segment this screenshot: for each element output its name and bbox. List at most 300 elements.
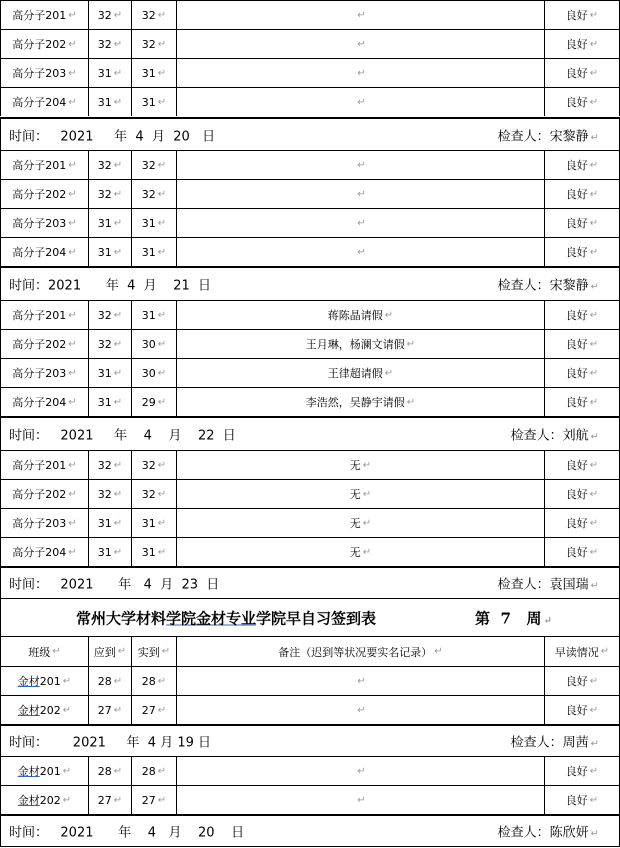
due-count-cell-text: 31 [97,545,112,559]
date-text: 时间： 2021 年 4 月 20 日 [9,129,216,144]
remark-cell-text: 无 [349,517,361,530]
class-cell [0,301,88,329]
table-row [0,300,620,329]
class-number-label: 202 [39,703,61,717]
due-count-cell [88,209,131,237]
reading-status-cell [544,388,620,416]
class-cell [0,209,88,237]
paragraph-mark: ↵ [157,396,167,408]
paragraph-mark: ↵ [589,704,599,716]
due-count-cell-text: 31 [97,216,112,230]
table-row [0,179,620,208]
due-count-cell [88,238,131,266]
paragraph-mark: ↵ [362,517,372,529]
paragraph-mark: ↵ [68,546,77,558]
remark-cell [176,480,544,508]
reading-status-cell [544,786,620,814]
due-count-cell-text: 31 [97,245,112,259]
date-checker-row [0,814,620,846]
table-row [0,695,620,724]
checker-text [511,425,599,444]
actual-count-cell-text: 30 [141,366,156,380]
actual-count-cell [131,151,176,179]
due-count-cell [88,757,131,785]
paragraph-mark: ↵ [68,67,77,79]
class-cell [0,786,88,814]
paragraph-mark: ↵ [68,517,77,529]
due-count-cell-text: 31 [97,366,112,380]
table-bottom-border [0,846,620,847]
paragraph-mark: ↵ [68,38,77,50]
actual-count-cell [131,1,176,29]
table-row [0,208,620,237]
reading-status-cell [544,538,620,566]
paragraph-mark: ↵ [113,675,123,687]
reading-status-cell [544,480,620,508]
actual-count-cell-text: 32 [141,187,156,201]
due-count-cell-text: 28 [97,764,112,778]
reading-status-cell [544,301,620,329]
actual-count-cell [131,359,176,387]
actual-count-cell [131,30,176,58]
actual-count-cell [131,451,176,479]
actual-count-cell [131,88,176,116]
reading-status-cell [544,59,620,87]
paragraph-mark: ↵ [589,246,599,258]
paragraph-mark: ↵ [113,9,123,21]
paragraph-mark: ↵ [384,309,394,321]
paragraph-mark: ↵ [68,246,77,258]
paragraph-mark: ↵ [157,488,167,500]
due-count-cell-text: 32 [97,37,112,51]
paragraph-mark: ↵ [157,675,167,687]
title-part: 常州大学材料 [76,609,167,627]
actual-count-cell-text: 32 [141,8,156,22]
paragraph-mark: ↵ [357,217,366,229]
reading-status-cell-text: 良好 [565,67,588,80]
due-count-cell [88,180,131,208]
remark-cell [176,509,544,537]
class-cell-text: 高分子201 [12,159,67,172]
date-checker-row [0,266,620,300]
class-cell-text: 高分子203 [12,517,67,530]
title-part-underlined: 学院金材专业 [166,609,257,627]
reading-status-cell [544,667,620,695]
date-checker-row [0,724,620,756]
actual-count-cell [131,388,176,416]
actual-count-cell [131,480,176,508]
checker-name: 检查人：刘航 [510,428,589,444]
due-count-cell [88,696,131,724]
paragraph-mark: ↵ [113,765,123,777]
paragraph-mark: ↵ [62,765,72,777]
class-cell [0,667,88,695]
remark-cell [176,696,544,724]
table-row [0,329,620,358]
paragraph-mark: ↵ [68,159,77,171]
paragraph-mark: ↵ [384,367,394,379]
actual-count-cell [131,209,176,237]
due-count-cell [88,451,131,479]
reading-status-cell-text: 良好 [565,159,588,172]
table-row [0,479,620,508]
checker-name: 检查人：周茜 [510,735,589,751]
paragraph-mark: ↵ [589,309,599,321]
paragraph-mark: ↵ [113,188,123,200]
paragraph-mark: ↵ [62,794,72,806]
reading-status-cell [544,359,620,387]
due-count-cell [88,30,131,58]
table-header-row [0,636,620,666]
checker-text [498,822,599,841]
remark-cell-text: 无 [349,459,361,472]
paragraph-mark: ↵ [157,765,167,777]
due-count-cell [88,388,131,416]
paragraph-mark: ↵ [362,459,372,471]
reading-status-cell-text: 良好 [565,517,588,530]
paragraph-mark: ↵ [62,675,72,687]
paragraph-mark: ↵ [157,38,167,50]
remark-cell-text: 王律超请假 [327,367,383,380]
paragraph-mark: ↵ [589,367,599,379]
remark-cell [176,786,544,814]
class-cell-text: 高分子203 [12,67,67,80]
class-number-label: 202 [39,793,61,807]
actual-count-cell [131,330,176,358]
due-count-cell [88,786,131,814]
reading-status-cell [544,330,620,358]
reading-status-cell-text: 良好 [565,367,588,380]
paragraph-mark: ↵ [362,488,372,500]
class-cell-text: 高分子204 [12,96,67,109]
paragraph-mark: ↵ [68,459,77,471]
actual-count-cell [131,301,176,329]
paragraph-mark: ↵ [113,217,123,229]
date-checker-row [0,416,620,450]
paragraph-mark: ↵ [589,517,599,529]
class-cell-text: 高分子201 [12,459,67,472]
reading-status-cell [544,88,620,116]
checker-name: 检查人：宋黎静 [497,129,589,144]
actual-count-cell-text: 31 [141,545,156,559]
paragraph-mark: ↵ [157,246,167,258]
checker-name: 检查人：宋黎静 [497,278,589,294]
paragraph-mark: ↵ [600,646,610,657]
paragraph-mark: ↵ [113,704,123,716]
class-cell [0,359,88,387]
due-count-cell-text: 32 [97,187,112,201]
table-row [0,666,620,695]
reading-status-cell [544,637,620,666]
due-count-cell [88,637,131,666]
week-label [475,607,552,628]
paragraph-mark: ↵ [68,309,77,321]
reading-status-cell-text: 良好 [565,704,588,717]
remark-cell [176,209,544,237]
paragraph-mark: ↵ [589,459,599,471]
table-row [0,58,620,87]
reading-status-cell-text: 良好 [565,96,588,109]
paragraph-mark: ↵ [589,546,599,558]
due-count-cell [88,509,131,537]
paragraph-mark: ↵ [157,188,167,200]
checker-text [498,275,599,294]
paragraph-mark: ↵ [113,488,123,500]
paragraph-mark: ↵ [113,67,123,79]
due-count-cell-text: 应到 [93,645,116,659]
paragraph-mark: ↵ [357,188,366,200]
class-cell [0,451,88,479]
due-count-cell-text: 27 [97,793,112,807]
paragraph-mark: ↵ [357,9,366,21]
title-part: 学院早自习签到表 [256,609,377,627]
remark-cell [176,59,544,87]
paragraph-mark: ↵ [157,67,167,79]
remark-cell [176,30,544,58]
reading-status-cell [544,30,620,58]
paragraph-mark: ↵ [68,96,77,108]
class-cell [0,637,88,666]
reading-status-cell-text: 良好 [565,38,588,51]
class-cell-text: 高分子203 [12,217,67,230]
class-cell [0,180,88,208]
class-cell-text: 高分子202 [12,488,67,501]
checker-text [511,732,599,751]
week-text: 第 7 周 [475,609,542,627]
paragraph-mark: ↵ [357,96,366,108]
date-text: 时间： 2021 年 4 月 23 日 [9,577,220,593]
checker-text [498,125,599,144]
actual-count-cell-text: 28 [141,674,156,688]
due-count-cell [88,330,131,358]
class-cell [0,696,88,724]
remark-cell [176,88,544,116]
date-text: 时间： 2021 年 4 月 22 日 [9,428,236,444]
actual-count-cell-text: 31 [141,66,156,80]
class-cell-text: 高分子204 [12,546,67,559]
due-count-cell [88,59,131,87]
actual-count-cell [131,538,176,566]
paragraph-mark: ↵ [157,96,167,108]
paragraph-mark: ↵ [113,546,123,558]
due-count-cell [88,301,131,329]
remark-cell-text: 无 [349,546,361,559]
due-count-cell-text: 32 [97,458,112,472]
class-cell [0,757,88,785]
due-count-cell-text: 31 [97,95,112,109]
sheet-title-row [0,598,620,636]
due-count-cell-text: 31 [97,395,112,409]
actual-count-cell-text: 32 [141,458,156,472]
actual-count-cell [131,509,176,537]
actual-count-cell-text: 31 [141,245,156,259]
reading-status-cell [544,180,620,208]
paragraph-mark: ↵ [161,646,171,657]
remark-cell [176,388,544,416]
reading-status-cell [544,151,620,179]
due-count-cell-text: 32 [97,487,112,501]
remark-cell [176,151,544,179]
actual-count-cell-text: 30 [141,337,156,351]
table-row [0,29,620,58]
actual-count-cell-text: 28 [141,764,156,778]
class-cell [0,509,88,537]
reading-status-cell-text: 良好 [565,246,588,259]
paragraph-mark: ↵ [357,704,366,716]
class-cell [0,59,88,87]
class-major-label: 金材 [17,704,40,717]
date-checker-row [0,117,620,150]
paragraph-mark: ↵ [589,675,599,687]
paragraph-mark: ↵ [113,96,123,108]
actual-count-cell [131,667,176,695]
table-row [0,87,620,116]
class-cell-text: 高分子202 [12,188,67,201]
actual-count-cell [131,637,176,666]
class-cell [0,538,88,566]
actual-count-cell-text: 27 [141,703,156,717]
remark-cell-text: 王月琳，杨澜文请假 [305,338,405,351]
paragraph-mark: ↵ [157,794,167,806]
table-row [0,785,620,814]
actual-count-cell-text: 32 [141,487,156,501]
class-cell-text: 高分子204 [12,396,67,409]
class-cell-text: 高分子201 [12,309,67,322]
checker-text [498,574,599,593]
paragraph-mark: ↵ [543,615,552,626]
paragraph-mark: ↵ [589,159,599,171]
paragraph-mark: ↵ [52,646,61,657]
class-cell-text: 高分子202 [12,338,67,351]
paragraph-mark: ↵ [589,217,599,229]
class-cell-text: 高分子201 [12,9,67,22]
due-count-cell [88,359,131,387]
due-count-cell-text: 32 [97,337,112,351]
class-major-label: 金材 [17,794,40,807]
remark-cell [176,451,544,479]
paragraph-mark: ↵ [357,246,366,258]
paragraph-mark: ↵ [68,9,77,21]
paragraph-mark: ↵ [157,517,167,529]
due-count-cell-text: 31 [97,66,112,80]
paragraph-mark: ↵ [589,188,599,200]
table-row [0,450,620,479]
paragraph-mark: ↵ [68,488,77,500]
reading-status-cell-text: 良好 [565,765,588,778]
paragraph-mark: ↵ [113,517,123,529]
class-major-label: 金材 [17,675,40,688]
reading-status-cell-text: 良好 [565,546,588,559]
paragraph-mark: ↵ [157,9,167,21]
class-cell-text: 高分子202 [12,38,67,51]
remark-cell-text: 蒋陈晶请假 [327,309,383,322]
paragraph-mark: ↵ [68,338,77,350]
actual-count-cell [131,59,176,87]
paragraph-mark: ↵ [589,765,599,777]
paragraph-mark: ↵ [157,459,167,471]
reading-status-cell [544,209,620,237]
remark-cell [176,330,544,358]
due-count-cell-text: 32 [97,158,112,172]
paragraph-mark: ↵ [113,246,123,258]
paragraph-mark: ↵ [357,765,366,777]
reading-status-cell [544,509,620,537]
paragraph-mark: ↵ [357,159,366,171]
actual-count-cell-text: 32 [141,37,156,51]
table-row [0,537,620,566]
paragraph-mark: ↵ [113,794,123,806]
due-count-cell [88,151,131,179]
paragraph-mark: ↵ [157,159,167,171]
reading-status-cell-text: 良好 [565,309,588,322]
remark-cell [176,667,544,695]
class-cell [0,238,88,266]
class-cell [0,88,88,116]
class-cell [0,30,88,58]
paragraph-mark: ↵ [113,367,123,379]
paragraph-mark: ↵ [113,38,123,50]
paragraph-mark: ↵ [68,396,77,408]
actual-count-cell [131,696,176,724]
paragraph-mark: ↵ [113,396,123,408]
actual-count-cell-text: 31 [141,216,156,230]
actual-count-cell-text: 32 [141,158,156,172]
paragraph-mark: ↵ [68,188,77,200]
paragraph-mark: ↵ [157,217,167,229]
remark-cell [176,238,544,266]
due-count-cell [88,538,131,566]
paragraph-mark: ↵ [589,38,599,50]
paragraph-mark: ↵ [406,338,416,350]
table-row [0,150,620,179]
remark-cell-text: 备注（迟到等状况要实名记录） [278,645,433,659]
checker-name: 检查人：陈欣妍 [497,825,589,841]
reading-status-cell [544,1,620,29]
paragraph-mark: ↵ [589,338,599,350]
reading-status-cell [544,451,620,479]
paragraph-mark: ↵ [589,396,599,408]
due-count-cell-text: 32 [97,8,112,22]
reading-status-cell-text: 早读情况 [554,645,599,659]
paragraph-mark: ↵ [68,217,77,229]
paragraph-mark: ↵ [590,431,599,443]
actual-count-cell [131,786,176,814]
paragraph-mark: ↵ [357,794,366,806]
due-count-cell [88,480,131,508]
table-row [0,0,620,29]
reading-status-cell-text: 良好 [565,396,588,409]
actual-count-cell-text: 29 [141,395,156,409]
class-major-label: 金材 [17,765,40,778]
class-cell-text: 高分子204 [12,246,67,259]
paragraph-mark: ↵ [357,38,366,50]
due-count-cell [88,88,131,116]
paragraph-mark: ↵ [406,396,416,408]
class-cell [0,1,88,29]
reading-status-cell-text: 良好 [565,488,588,501]
class-cell [0,480,88,508]
paragraph-mark: ↵ [117,646,127,657]
paragraph-mark: ↵ [113,459,123,471]
reading-status-cell [544,238,620,266]
paragraph-mark: ↵ [590,738,599,750]
remark-cell [176,359,544,387]
reading-status-cell-text: 良好 [565,675,588,688]
paragraph-mark: ↵ [362,546,372,558]
due-count-cell [88,1,131,29]
reading-status-cell-text: 良好 [565,794,588,807]
class-number-label: 201 [39,674,61,688]
